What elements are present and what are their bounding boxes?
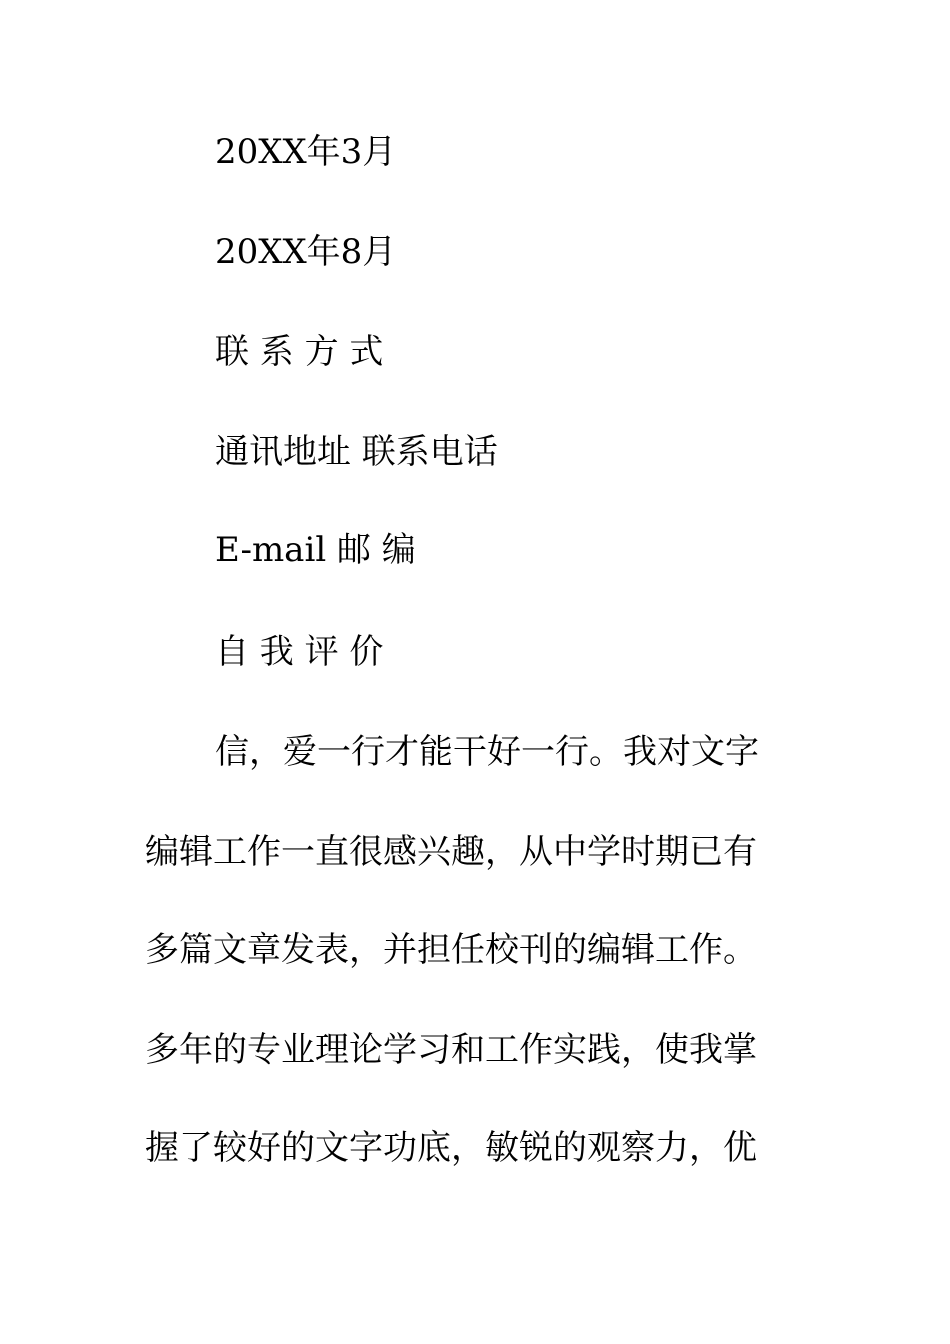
date-end: 20XX年8月 [215, 232, 397, 272]
date-start: 20XX年3月 [215, 132, 397, 172]
contact-email-postcode: E-mail 邮 编 [215, 530, 416, 570]
contact-address-phone: 通讯地址 联系电话 [215, 432, 498, 472]
section-heading-self-evaluation: 自 我 评 价 [215, 632, 384, 672]
section-heading-contact: 联 系 方 式 [215, 332, 384, 372]
paragraph-line: 编辑工作一直很感兴趣，从中学时期已有 [145, 832, 757, 872]
paragraph-line: 信，爱一行才能干好一行。我对文字 [215, 732, 759, 772]
paragraph-line: 握了较好的文字功底，敏锐的观察力，优 [145, 1128, 757, 1168]
paragraph-line: 多篇文章发表，并担任校刊的编辑工作。 [145, 930, 757, 970]
paragraph-line: 多年的专业理论学习和工作实践，使我掌 [145, 1030, 757, 1070]
